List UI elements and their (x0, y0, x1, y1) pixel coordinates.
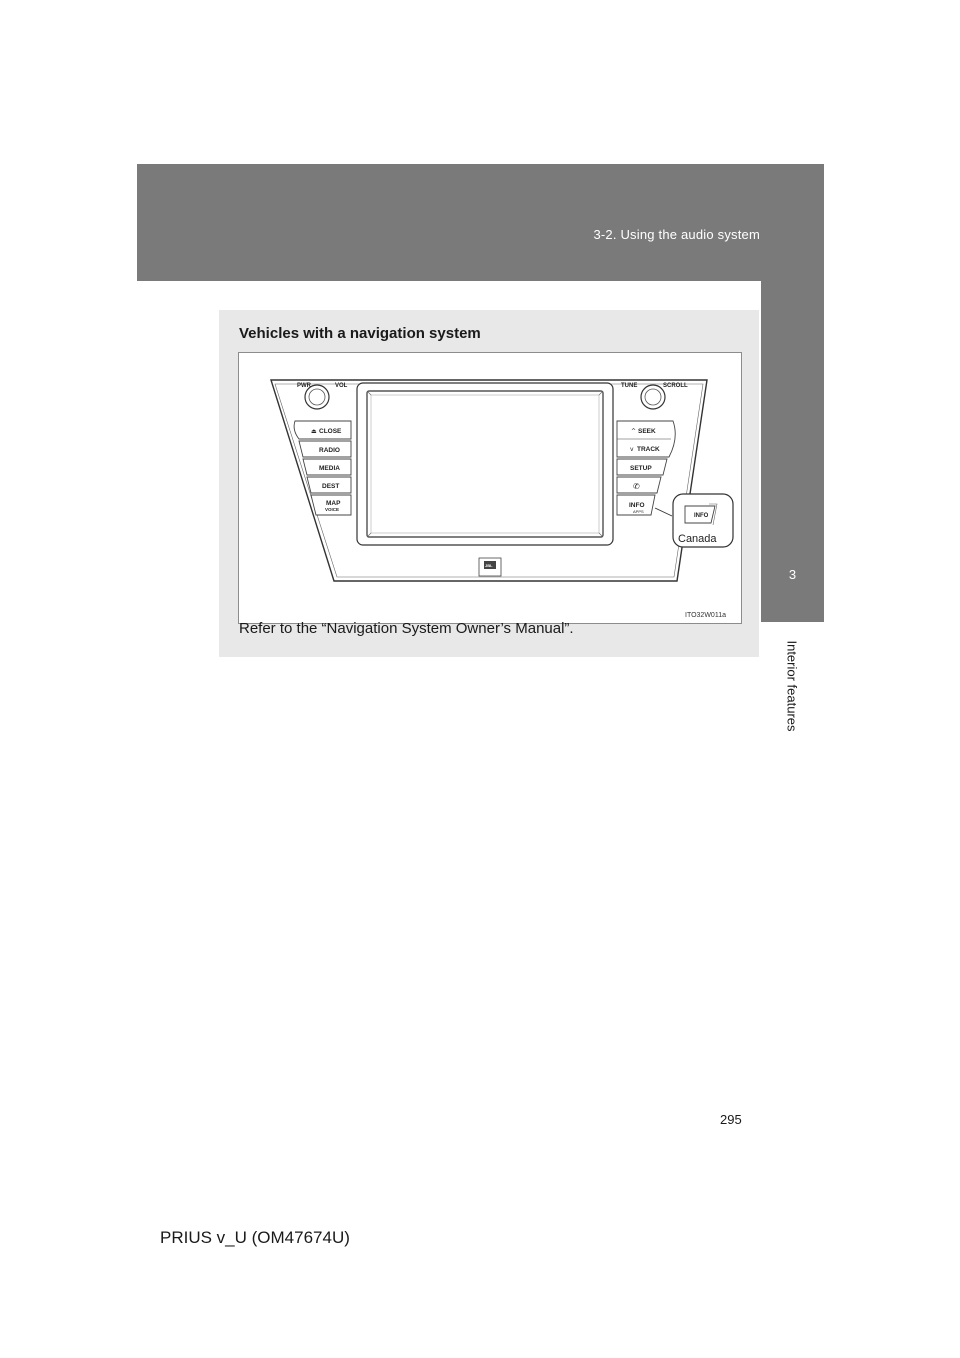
media-label: MEDIA (319, 465, 340, 472)
chapter-number: 3 (788, 567, 797, 582)
track-down-icon: v (630, 446, 634, 453)
seek-label: SEEK (638, 428, 656, 435)
close-label: CLOSE (319, 428, 342, 435)
track-label: TRACK (637, 446, 660, 453)
voice-label: VOICE (325, 507, 340, 512)
apps-label: APPS (633, 509, 644, 514)
scroll-label: SCROLL (663, 383, 688, 389)
brand-label: JBL (485, 563, 493, 568)
map-label: MAP (326, 500, 341, 507)
dest-label: DEST (322, 483, 340, 490)
seek-up-icon: ^ (631, 428, 637, 435)
vol-label: VOL (335, 383, 348, 389)
pwr-label: PWR (297, 383, 311, 389)
setup-label: SETUP (630, 465, 652, 472)
info-label: INFO (629, 502, 645, 509)
phone-icon: ✆ (633, 482, 640, 491)
chapter-tab (761, 281, 824, 622)
header-band (137, 164, 824, 281)
note-box (219, 310, 759, 657)
model-code: PRIUS v_U (OM47674U) (160, 1228, 350, 1247)
eject-icon: ⏏ (311, 428, 317, 435)
audio-panel-illustration (239, 353, 741, 623)
chapter-title: Interior features (784, 640, 800, 732)
page-number: 295 (720, 1112, 742, 1127)
screen (367, 391, 603, 537)
tune-label: TUNE (621, 383, 638, 389)
radio-label: RADIO (319, 447, 340, 454)
note-title: Vehicles with a navigation system (239, 325, 481, 342)
chapter-label (780, 636, 804, 736)
note-text: Refer to the “Navigation System Owner’s Manual”. (239, 620, 574, 637)
callout-caption: Canada (678, 533, 717, 545)
callout-info-label: INFO (694, 513, 709, 519)
tune-scroll-knob (641, 385, 665, 409)
audio-panel-figure (238, 352, 742, 624)
section-title: 3-2. Using the audio system (593, 227, 760, 242)
figure-code: ITO32W011a (685, 612, 726, 619)
